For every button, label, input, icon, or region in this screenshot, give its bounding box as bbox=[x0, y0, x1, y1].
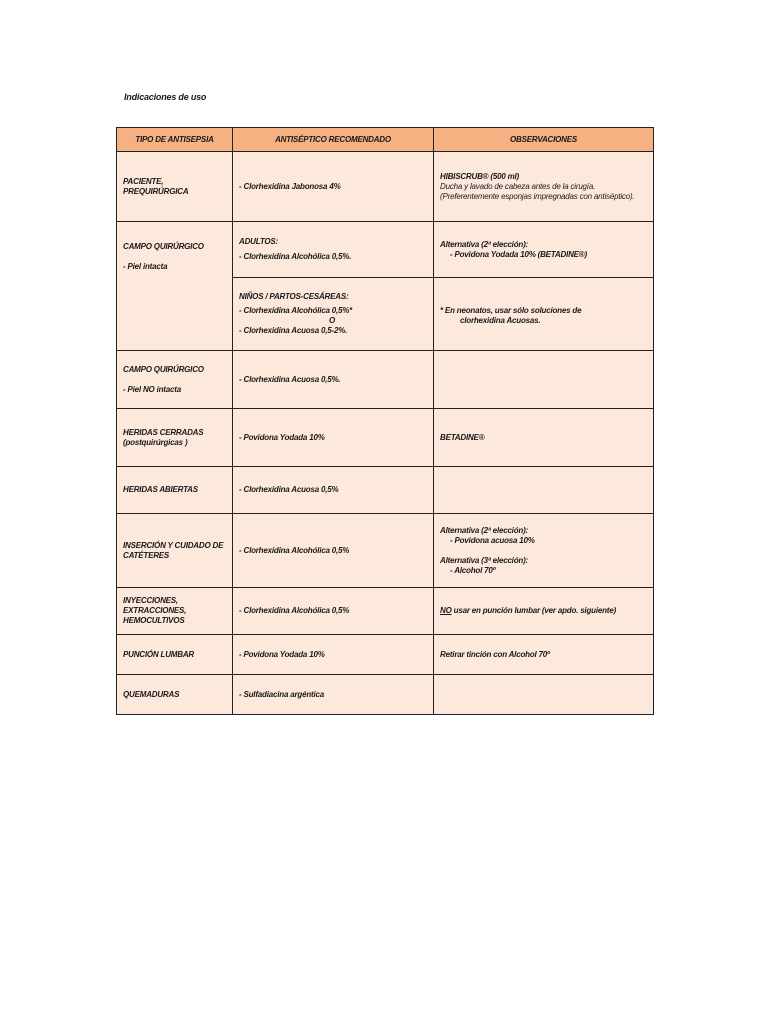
ninos-heading: NIÑOS / PARTOS-CESÁREAS: bbox=[239, 292, 349, 301]
tipo-cell bbox=[117, 222, 233, 351]
tipo-label: HERIDAS CERRADAS bbox=[123, 427, 204, 437]
antiseptico-label: - Clorhexidina Jabonosa 4% bbox=[239, 181, 341, 191]
tipo-cell bbox=[117, 675, 233, 715]
antiseptico-cell bbox=[233, 588, 434, 635]
table-row bbox=[117, 351, 654, 409]
antiseptico-label: - Clorhexidina Alcohólica 0,5%. bbox=[239, 252, 352, 261]
table-row bbox=[117, 409, 654, 467]
antiseptico-label: - Clorhexidina Alcohólica 0,5% bbox=[239, 545, 350, 555]
obs-line: - Povidona Yodada 10% (BETADINE®) bbox=[450, 249, 587, 259]
observaciones-cell bbox=[434, 635, 654, 675]
header-tipo: TIPO DE ANTISEPSIA bbox=[117, 128, 233, 152]
tipo-label: PUNCIÓN LUMBAR bbox=[123, 649, 194, 659]
obs-no: NO bbox=[440, 606, 452, 615]
obs-line: - Alcohol 70º bbox=[450, 565, 496, 575]
antiseptico-label: - Sulfadiacina argéntica bbox=[239, 689, 325, 699]
header-observaciones: OBSERVACIONES bbox=[434, 128, 654, 152]
observaciones-cell bbox=[434, 409, 654, 467]
observaciones-cell bbox=[434, 675, 654, 715]
antiseptico-label: - Clorhexidina Alcohólica 0,5%* bbox=[239, 306, 353, 315]
obs-line: usar en punción lumbar (ver apdo. siguiente) bbox=[451, 606, 616, 615]
table-row bbox=[117, 635, 654, 675]
tipo-cell bbox=[117, 351, 233, 409]
tipo-label: HERIDAS ABIERTAS bbox=[123, 485, 198, 494]
table-header-row bbox=[117, 128, 654, 152]
observaciones-cell bbox=[434, 514, 654, 588]
antiseptico-cell bbox=[233, 635, 434, 675]
header-antiseptico: ANTISÉPTICO RECOMENDADO bbox=[233, 128, 434, 152]
obs-line: Retirar tinción con Alcohol 70º bbox=[440, 649, 550, 659]
adultos-heading: ADULTOS: bbox=[239, 237, 278, 246]
table-row bbox=[117, 588, 654, 635]
antiseptico-label: - Clorhexidina Acuosa 0,5-2%. bbox=[239, 326, 348, 335]
obs-line: clorhexidina Acuosas. bbox=[460, 316, 541, 325]
obs-line: Alternativa (3ª elección): bbox=[440, 555, 529, 565]
or-label: O bbox=[329, 316, 336, 325]
obs-line: - Povidona acuosa 10% bbox=[450, 535, 535, 545]
tipo-label: QUEMADURAS bbox=[123, 689, 180, 699]
obs-line: Alternativa (2ª elección): bbox=[440, 239, 529, 249]
antiseptico-label: - Clorhexidina Acuosa 0,5% bbox=[239, 485, 339, 494]
tipo-label: EXTRACCIONES, bbox=[123, 606, 187, 615]
antiseptico-cell bbox=[233, 222, 434, 278]
obs-line: Alternativa (2ª elección): bbox=[440, 525, 529, 535]
tipo-label: CAMPO QUIRÚRGICO bbox=[123, 364, 204, 374]
obs-line: Ducha y lavado de cabeza antes de la cirugía. bbox=[440, 181, 596, 191]
tipo-label: CATÉTERES bbox=[123, 550, 170, 560]
tipo-cell bbox=[117, 409, 233, 467]
table-row bbox=[117, 675, 654, 715]
observaciones-cell bbox=[434, 152, 654, 222]
tipo-cell bbox=[117, 514, 233, 588]
tipo-sublabel: (postquirúrgicas ) bbox=[123, 437, 188, 447]
antiseptico-cell bbox=[233, 351, 434, 409]
antiseptico-label: - Povidona Yodada 10% bbox=[239, 432, 325, 442]
table-row bbox=[117, 514, 654, 588]
document-title: Indicaciones de uso bbox=[124, 92, 207, 102]
table-row bbox=[117, 152, 654, 222]
tipo-cell bbox=[117, 588, 233, 635]
observaciones-cell bbox=[434, 351, 654, 409]
antiseptico-cell bbox=[233, 278, 434, 351]
obs-line: HIBISCRUB® (500 ml) bbox=[440, 171, 519, 181]
tipo-label: INYECCIONES, bbox=[123, 596, 178, 605]
tipo-label: CAMPO QUIRÚRGICO bbox=[123, 242, 204, 251]
tipo-cell bbox=[117, 635, 233, 675]
tipo-label: INSERCIÓN Y CUIDADO DE bbox=[123, 540, 224, 550]
obs-line: (Preferentemente esponjas impregnadas con antiséptico). bbox=[440, 191, 635, 201]
observaciones-cell bbox=[434, 467, 654, 514]
tipo-label: PACIENTE, PREQUIRÚRGICA bbox=[123, 176, 189, 196]
observaciones-cell bbox=[434, 222, 654, 278]
obs-line: BETADINE® bbox=[440, 432, 485, 442]
antiseptico-label: - Clorhexidina Alcohólica 0,5% bbox=[239, 606, 350, 615]
antiseptico-label: - Povidona Yodada 10% bbox=[239, 649, 325, 659]
tipo-label: HEMOCULTIVOS bbox=[123, 616, 185, 625]
antiseptico-label: - Clorhexidina Acuosa 0,5%. bbox=[239, 374, 341, 384]
observaciones-cell bbox=[434, 278, 654, 351]
antiseptico-cell bbox=[233, 675, 434, 715]
antisepsis-table bbox=[116, 127, 654, 715]
tipo-cell bbox=[117, 467, 233, 514]
antiseptico-cell bbox=[233, 514, 434, 588]
antiseptico-cell bbox=[233, 409, 434, 467]
observaciones-cell bbox=[434, 588, 654, 635]
tipo-sublabel: - Piel intacta bbox=[123, 262, 168, 271]
obs-line: * En neonatos, usar sólo soluciones de bbox=[440, 306, 582, 315]
antiseptico-cell bbox=[233, 467, 434, 514]
tipo-sublabel: - Piel NO intacta bbox=[123, 384, 181, 394]
antiseptico-cell bbox=[233, 152, 434, 222]
tipo-cell bbox=[117, 152, 233, 222]
table-row bbox=[117, 222, 654, 278]
table-row bbox=[117, 467, 654, 514]
